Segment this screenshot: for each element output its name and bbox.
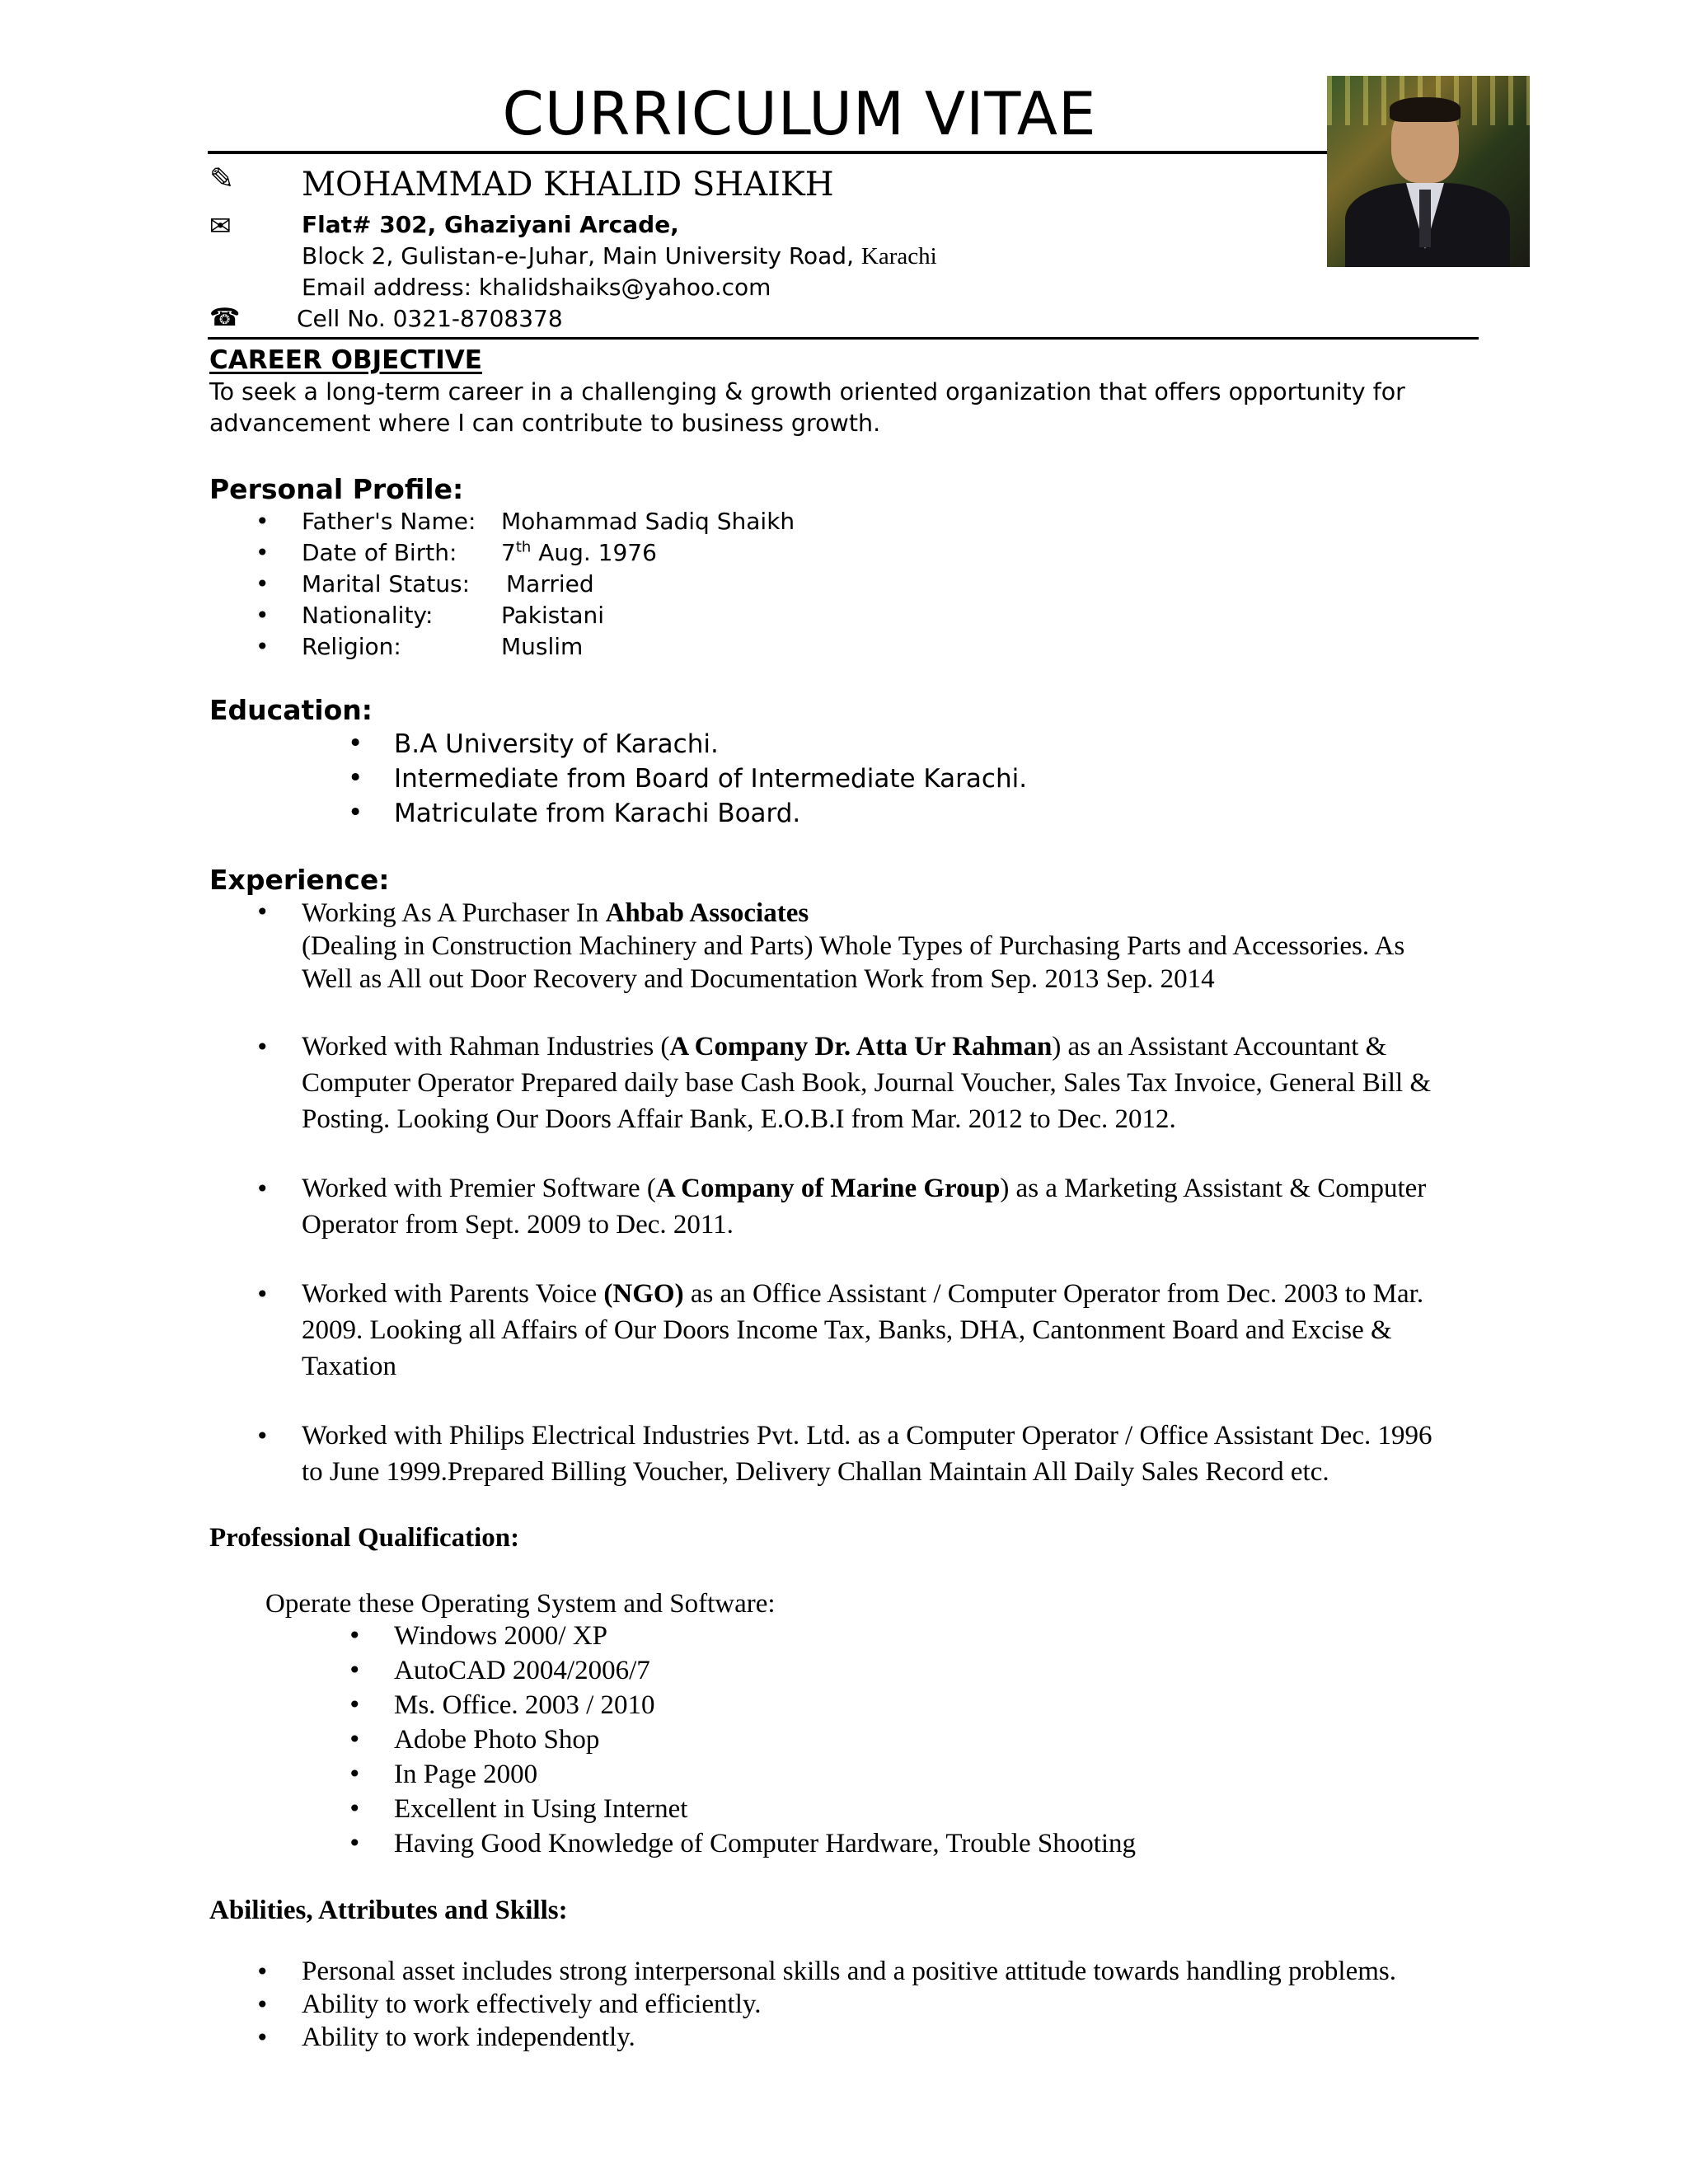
profile-bullet: • [256, 633, 270, 660]
profile-value: 7th Aug. 1976 [501, 538, 657, 566]
profile-bullet: • [256, 570, 270, 598]
experience-item-4-line-3: Taxation [302, 1352, 396, 1381]
page-title: CURRICULUM VITAE [502, 79, 1097, 148]
software-item: In Page 2000 [394, 1760, 538, 1789]
software-item: Windows 2000/ XP [394, 1621, 608, 1651]
education-item: Intermediate from Board of Intermediate Karachi. [394, 764, 1028, 794]
pencil-icon: ✎ [209, 162, 235, 196]
career-objective-line-1: To seek a long-term career in a challenging & growth oriented organization that offers opportunity for [209, 378, 1405, 405]
header-bottom-rule [208, 337, 1479, 340]
ability-item: Personal asset includes strong interpersonal skills and a positive attitude towards handling problems. [302, 1957, 1397, 1986]
candidate-name: MOHAMMAD KHALID SHAIKH [302, 166, 834, 204]
experience-item-1-line-1: Working As A Purchaser In Ahbab Associates [302, 898, 809, 928]
software-item: Excellent in Using Internet [394, 1794, 688, 1824]
experience-bullet: • [256, 1033, 270, 1061]
education-item: Matriculate from Karachi Board. [394, 799, 801, 828]
software-item: Ms. Office. 2003 / 2010 [394, 1690, 655, 1720]
experience-item-3-line-2: Operator from Sept. 2009 to Dec. 2011. [302, 1210, 734, 1240]
education-bullet: • [348, 729, 363, 758]
abilities-heading: Abilities, Attributes and Skills: [209, 1896, 568, 1925]
ability-item: Ability to work effectively and efficiently. [302, 1990, 762, 2019]
ability-bullet: • [256, 1958, 270, 1985]
experience-item-2-line-2: Computer Operator Prepared daily base Cash Book, Journal Voucher, Sales Tax Invoice, General Bill & [302, 1068, 1432, 1098]
experience-item-1-line-3: Well as All out Door Recovery and Documentation Work from Sep. 2013 Sep. 2014 [302, 964, 1215, 994]
profile-value: Muslim [501, 633, 584, 660]
profile-value: Pakistani [501, 602, 605, 629]
education-bullet: • [348, 763, 363, 793]
personal-profile-heading: Personal Profile: [209, 473, 464, 505]
profile-label: Marital Status: [302, 570, 471, 598]
profile-value: Married [506, 570, 594, 598]
experience-item-5-line-1: Worked with Philips Electrical Industries Pvt. Ltd. as a Computer Operator / Office Assistant Dec. 1996 [302, 1421, 1432, 1451]
cell-number: Cell No. 0321-8708378 [297, 305, 563, 332]
software-bullet: • [348, 1726, 362, 1753]
experience-item-2-line-3: Posting. Looking Our Doors Affair Bank, E.O.B.I from Mar. 2012 to Dec. 2012. [302, 1104, 1176, 1134]
address-line-2: Block 2, Gulistan-e-Juhar, Main University Road, Karachi [302, 242, 937, 269]
ability-bullet: • [256, 1991, 270, 2018]
title-rule [208, 151, 1329, 154]
ability-item: Ability to work independently. [302, 2022, 635, 2052]
experience-item-2-line-1: Worked with Rahman Industries (A Company Dr. Atta Ur Rahman) as an Assistant Accountant & [302, 1032, 1387, 1062]
profile-value: Mohammad Sadiq Shaikh [501, 508, 795, 535]
experience-bullet: • [256, 898, 270, 926]
profile-bullet: • [256, 508, 270, 535]
education-heading: Education: [209, 694, 373, 726]
professional-qualification-heading: Professional Qualification: [209, 1523, 520, 1553]
career-objective-heading: CAREER OBJECTIVE [209, 345, 482, 375]
software-item: AutoCAD 2004/2006/7 [394, 1656, 650, 1685]
software-bullet: • [348, 1622, 362, 1649]
software-bullet: • [348, 1795, 362, 1822]
software-bullet: • [348, 1760, 362, 1788]
education-bullet: • [348, 798, 363, 827]
address-city: Karachi [860, 243, 937, 269]
software-bullet: • [348, 1657, 362, 1684]
software-item: Having Good Knowledge of Computer Hardware, Trouble Shooting [394, 1829, 1137, 1858]
profile-photo [1327, 76, 1530, 267]
experience-item-3-line-1: Worked with Premier Software (A Company of Marine Group) as a Marketing Assistant & Computer [302, 1174, 1427, 1203]
profile-bullet: • [256, 539, 270, 566]
education-item: B.A University of Karachi. [394, 729, 719, 759]
envelope-icon: ✉ [209, 210, 232, 241]
experience-item-1-line-2: (Dealing in Construction Machinery and Parts) Whole Types of Purchasing Parts and Accessories. As [302, 931, 1405, 961]
email-address: Email address: khalidshaiks@yahoo.com [302, 274, 771, 301]
software-item: Adobe Photo Shop [394, 1725, 600, 1755]
experience-item-4-line-2: 2009. Looking all Affairs of Our Doors Income Tax, Banks, DHA, Cantonment Board and Excise & [302, 1315, 1392, 1345]
profile-bullet: • [256, 602, 270, 629]
address-line-1: Flat# 302, Ghaziyani Arcade, [302, 211, 679, 238]
software-bullet: • [348, 1691, 362, 1718]
ability-bullet: • [256, 2024, 270, 2051]
professional-qualification-intro: Operate these Operating System and Software: [265, 1589, 776, 1619]
profile-label: Nationality: [302, 602, 434, 629]
career-objective-line-2: advancement where I can contribute to business growth. [209, 410, 881, 437]
experience-item-4-line-1: Worked with Parents Voice (NGO) as an Office Assistant / Computer Operator from Dec. 2003 to Mar. [302, 1279, 1424, 1309]
phone-icon: ☎ [209, 303, 241, 332]
profile-label: Father's Name: [302, 508, 476, 535]
software-bullet: • [348, 1830, 362, 1857]
experience-bullet: • [256, 1175, 270, 1202]
profile-label: Religion: [302, 633, 401, 660]
profile-label: Date of Birth: [302, 539, 457, 566]
experience-heading: Experience: [209, 864, 390, 896]
experience-item-5-line-2: to June 1999.Prepared Billing Voucher, Delivery Challan Maintain All Daily Sales Record etc. [302, 1457, 1329, 1487]
experience-bullet: • [256, 1422, 270, 1450]
experience-bullet: • [256, 1281, 270, 1308]
